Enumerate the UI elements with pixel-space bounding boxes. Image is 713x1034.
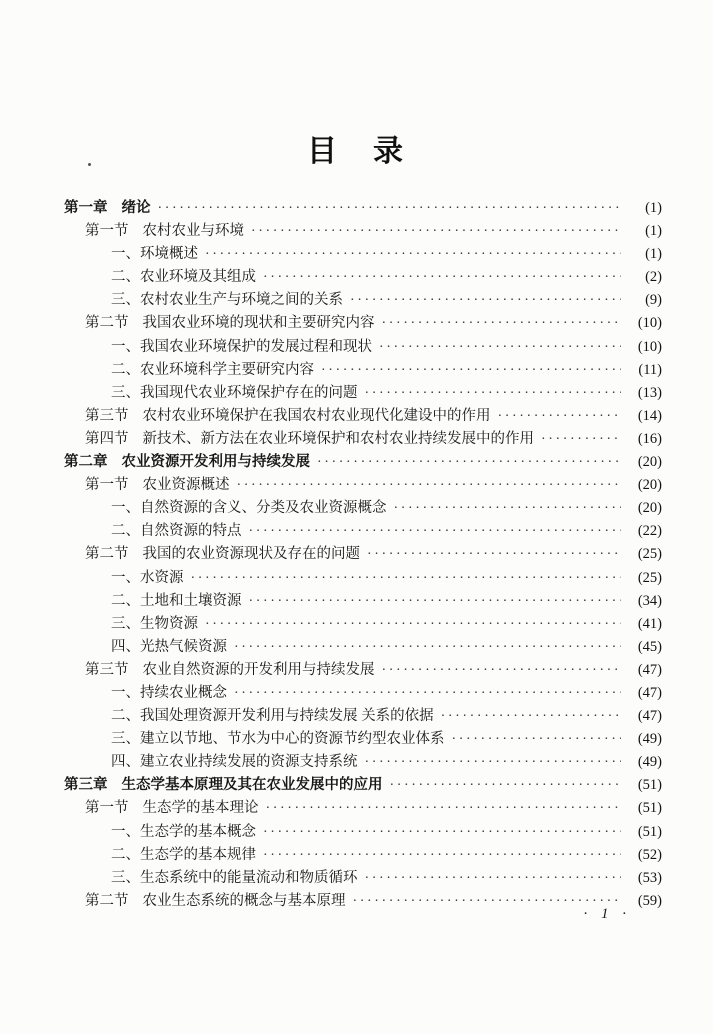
entry-title: 一、环境概述 — [111, 246, 198, 263]
toc-entry — [64, 335, 662, 358]
leader-dots — [191, 570, 622, 587]
toc-entry — [64, 358, 662, 381]
entry-title: 绪论 — [121, 200, 151, 216]
entry-title: 二、土地和土壤资源 — [111, 592, 242, 609]
leader-dots — [441, 708, 621, 725]
entry-page-number: (10) — [637, 338, 662, 355]
leader-dots — [158, 200, 622, 217]
entry-label: 第三节 — [85, 661, 129, 678]
entry-page-number: (25) — [637, 546, 662, 563]
entry-label: 第三节 — [85, 407, 129, 424]
entry-title: 一、水资源 — [111, 569, 184, 586]
entry-title: 三、生物资源 — [111, 615, 198, 632]
leader-dots — [317, 454, 621, 471]
entry-page-number: (20) — [637, 477, 662, 494]
entry-page-number: (51) — [637, 777, 662, 794]
leader-dots — [379, 339, 621, 356]
leader-dots — [382, 662, 622, 679]
entry-page-number: (1) — [645, 223, 662, 240]
entry-title: 三、我国现代农业环境保护存在的问题 — [111, 384, 358, 401]
entry-title: 我国农业环境的现状和主要研究内容 — [142, 315, 375, 332]
leader-dots — [498, 408, 622, 425]
entry-title: 二、农业环境科学主要研究内容 — [111, 361, 314, 378]
entry-title: 一、生态学的基本概念 — [111, 823, 256, 840]
leader-dots — [452, 731, 622, 748]
entry-page-number: (45) — [637, 638, 662, 655]
leader-dots — [350, 292, 621, 309]
entry-title: 一、自然资源的含义、分类及农业资源概念 — [111, 500, 387, 517]
leader-dots — [365, 385, 622, 402]
toc-entry — [64, 658, 662, 681]
entry-title: 三、农村农业生产与环境之间的关系 — [111, 292, 343, 309]
toc-entry — [64, 265, 662, 288]
entry-title: 三、生态系统中的能量流动和物质循环 — [111, 869, 358, 886]
entry-label: 第一节 — [85, 477, 129, 494]
leader-dots — [205, 246, 621, 263]
toc-entry — [64, 473, 662, 496]
toc-entry — [64, 843, 662, 866]
toc-entry — [64, 635, 662, 658]
entry-page-number: (1) — [645, 200, 662, 216]
leader-dots — [234, 685, 621, 702]
entry-label: 第一节 — [85, 223, 129, 240]
entry-page-number: (1) — [645, 246, 662, 263]
entry-label: 第三章 — [64, 777, 108, 794]
leader-dots — [263, 269, 621, 286]
toc-entry — [64, 889, 662, 912]
scan-speck — [88, 163, 91, 166]
toc-entry — [64, 542, 662, 565]
leader-dots — [205, 616, 621, 633]
page-title: 目 录 — [307, 135, 406, 168]
entry-page-number: (51) — [637, 800, 662, 817]
toc-entry — [64, 681, 662, 704]
leader-dots — [263, 824, 621, 841]
entry-page-number: (22) — [637, 523, 662, 540]
leader-dots — [382, 315, 622, 332]
leader-dots — [321, 362, 621, 379]
entry-page-number: (20) — [637, 500, 662, 517]
toc-entry — [64, 219, 662, 242]
toc-list — [64, 196, 662, 912]
entry-title: 农业资源概述 — [142, 477, 230, 494]
leader-dots — [390, 777, 622, 794]
toc-entry — [64, 288, 662, 311]
toc-entry — [64, 773, 662, 796]
entry-title: 新技术、新方法在农业环境保护和农村农业持续发展中的作用 — [142, 430, 534, 447]
entry-page-number: (53) — [637, 869, 662, 886]
toc-entry — [64, 450, 662, 473]
entry-title: 一、持续农业概念 — [111, 684, 227, 701]
leader-dots — [251, 223, 621, 240]
leader-dots — [249, 593, 622, 610]
entry-page-number: (49) — [637, 754, 662, 771]
leader-dots — [237, 477, 622, 494]
entry-label: 第一章 — [64, 200, 108, 216]
entry-title: 我国的农业资源现状及存在的问题 — [142, 546, 360, 563]
entry-page-number: (16) — [637, 430, 662, 447]
entry-label: 第二节 — [85, 546, 129, 563]
toc-entry — [64, 242, 662, 265]
entry-page-number: (51) — [637, 823, 662, 840]
entry-title: 农业自然资源的开发利用与持续发展 — [142, 661, 375, 678]
leader-dots — [367, 546, 621, 563]
entry-title: 二、我国处理资源开发利用与持续发展 关系的依据 — [111, 708, 434, 725]
entry-title: 四、光热气候资源 — [111, 638, 227, 655]
entry-title: 四、建立农业持续发展的资源支持系统 — [111, 754, 358, 771]
toc-entry — [64, 727, 662, 750]
entry-title: 农村农业与环境 — [142, 223, 244, 240]
leader-dots — [263, 847, 621, 864]
toc-entry — [64, 589, 662, 612]
toc-entry — [64, 311, 662, 334]
toc-entry — [64, 612, 662, 635]
entry-title: 生态学基本原理及其在农业发展中的应用 — [121, 777, 383, 794]
entry-page-number: (20) — [637, 454, 662, 471]
entry-label: 第四节 — [85, 430, 129, 447]
toc-entry — [64, 519, 662, 542]
toc-entry — [64, 566, 662, 589]
leader-dots — [353, 893, 622, 910]
entry-page-number: (59) — [637, 892, 662, 909]
toc-entry — [64, 796, 662, 819]
entry-page-number: (11) — [638, 361, 662, 378]
entry-title: 三、建立以节地、节水为中心的资源节约型农业体系 — [111, 731, 445, 748]
entry-page-number: (13) — [637, 384, 662, 401]
entry-title: 一、我国农业环境保护的发展过程和现状 — [111, 338, 372, 355]
entry-title: 二、农业环境及其组成 — [111, 269, 256, 286]
leader-dots — [234, 639, 621, 656]
leader-dots — [249, 523, 622, 540]
entry-page-number: (10) — [637, 315, 662, 332]
toc-entry — [64, 866, 662, 889]
leader-dots — [266, 800, 622, 817]
entry-label: 第二节 — [85, 892, 129, 909]
toc-entry — [64, 196, 662, 219]
entry-page-number: (47) — [637, 661, 662, 678]
footer-page-number: · 1 · — [583, 906, 631, 922]
entry-title: 二、自然资源的特点 — [111, 523, 242, 540]
entry-label: 第二章 — [64, 454, 108, 471]
entry-label: 第二节 — [85, 315, 129, 332]
toc-entry — [64, 704, 662, 727]
entry-page-number: (9) — [645, 292, 662, 309]
entry-title: 农业生态系统的概念与基本原理 — [142, 892, 346, 909]
entry-page-number: (47) — [637, 708, 662, 725]
entry-page-number: (41) — [637, 615, 662, 632]
entry-title: 二、生态学的基本规律 — [111, 846, 256, 863]
entry-page-number: (49) — [637, 731, 662, 748]
entry-title: 农业资源开发利用与持续发展 — [121, 454, 310, 471]
entry-page-number: (52) — [637, 846, 662, 863]
entry-label: 第一节 — [85, 800, 129, 817]
entry-page-number: (2) — [645, 269, 662, 286]
toc-entry — [64, 820, 662, 843]
leader-dots — [365, 870, 622, 887]
leader-dots — [394, 500, 622, 517]
entry-page-number: (47) — [637, 684, 662, 701]
leader-dots — [365, 754, 622, 771]
toc-entry — [64, 427, 662, 450]
toc-entry — [64, 381, 662, 404]
entry-page-number: (34) — [637, 592, 662, 609]
entry-title: 农村农业环境保护在我国农村农业现代化建设中的作用 — [142, 407, 491, 424]
entry-page-number: (25) — [637, 569, 662, 586]
entry-title: 生态学的基本理论 — [142, 800, 259, 817]
toc-entry — [64, 404, 662, 427]
entry-page-number: (14) — [637, 407, 662, 424]
toc-entry — [64, 750, 662, 773]
leader-dots — [541, 431, 621, 448]
toc-entry — [64, 496, 662, 519]
